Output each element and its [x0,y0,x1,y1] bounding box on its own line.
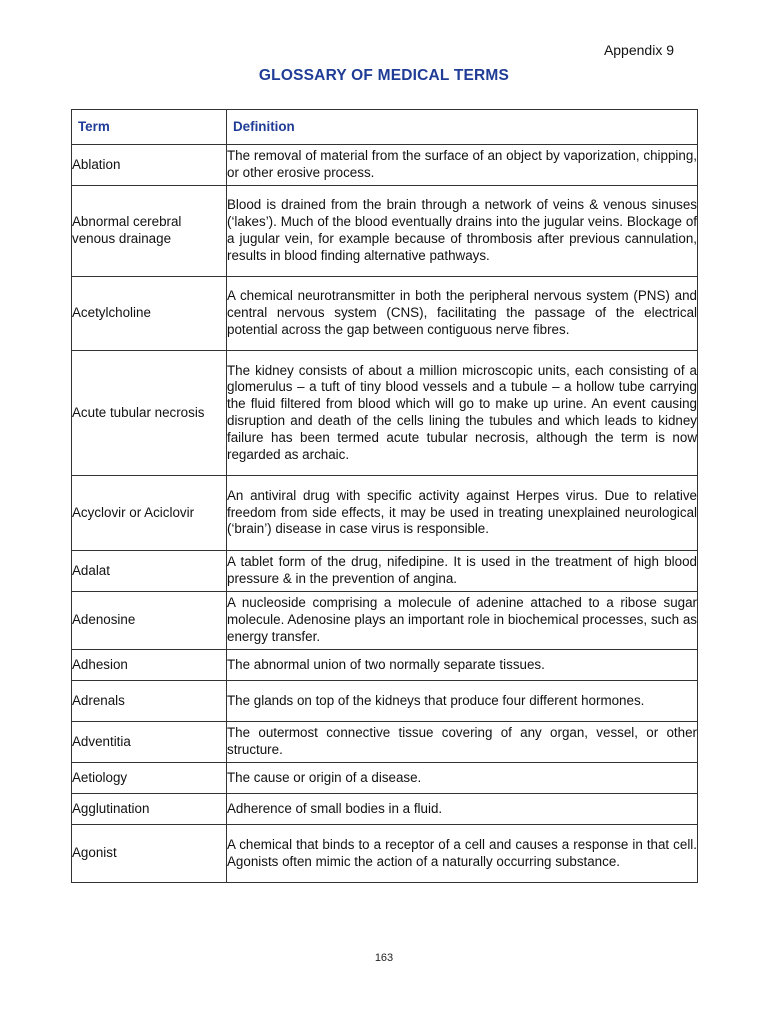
term-cell: Adrenals [72,681,227,722]
page-title: GLOSSARY OF MEDICAL TERMS [258,67,510,84]
table-row [72,551,698,592]
table-row [72,794,698,825]
table-row [72,825,698,883]
table-row [72,476,698,551]
table-row [72,681,698,722]
definition-cell: The kidney consists of about a million microscopic units, each consisting of a glomerulus – a tuft of tiny blood vessels and a tubule – a hollow tube carrying the fluid filtered from blood which will go to make up urine. An event causing disruption and death of the cells lining the tubules and which leads to kidney failure has been termed acute tubular necrosis, although the term is now regarded as archaic. [227,351,698,476]
definition-cell: A chemical neurotransmitter in both the peripheral nervous system (PNS) and central nervous system (CNS), facilitating the passage of the electrical potential across the gap between contiguous nerve fibres. [227,277,698,351]
definition-cell: The removal of material from the surface of an object by vaporization, chipping, or other erosive process. [227,145,698,186]
term-cell: Ablation [72,145,227,186]
definition-cell: The glands on top of the kidneys that produce four different hormones. [227,681,698,722]
definition-cell: The cause or origin of a disease. [227,763,698,794]
column-header-term: Term [72,110,227,145]
term-cell: Acute tubular necrosis [72,351,227,476]
definition-cell: The outermost connective tissue covering of any organ, vessel, or other structure. [227,722,698,763]
appendix-label: Appendix 9 [603,42,674,58]
term-cell: Adventitia [72,722,227,763]
definition-cell: Adherence of small bodies in a fluid. [227,794,698,825]
table-row [72,145,698,186]
term-cell: Adalat [72,551,227,592]
table-header-row [72,110,698,145]
term-cell: Agglutination [72,794,227,825]
term-cell: Acetylcholine [72,277,227,351]
term-cell: Adenosine [72,592,227,650]
table-row [72,763,698,794]
table-row [72,722,698,763]
table-row [72,592,698,650]
page-number: 163 [374,952,394,964]
table-row [72,650,698,681]
definition-cell: A nucleoside comprising a molecule of adenine attached to a ribose sugar molecule. Adenosine plays an important role in biochemical processes, such as energy transfer. [227,592,698,650]
term-cell: Abnormal cerebral venous drainage [72,186,227,277]
term-cell: Acyclovir or Aciclovir [72,476,227,551]
definition-cell: A chemical that binds to a receptor of a cell and causes a response in that cell. Agonists often mimic the action of a naturally occurring substance. [227,825,698,883]
definition-cell: A tablet form of the drug, nifedipine. It is used in the treatment of high blood pressure & in the prevention of angina. [227,551,698,592]
table-row [72,186,698,277]
table-row [72,277,698,351]
table-row [72,351,698,476]
definition-cell: Blood is drained from the brain through a network of veins & venous sinuses (‘lakes’). Much of the blood eventually drains into the jugular veins. Blockage of a jugular vein, for example because of thrombosis after previous cannulation, results in blood finding alternative pathways. [227,186,698,277]
definition-cell: An antiviral drug with specific activity against Herpes virus. Due to relative freedom from side effects, it may be used in treating unexplained neurological (‘brain’) disease in case virus is responsible. [227,476,698,551]
term-cell: Adhesion [72,650,227,681]
column-header-definition: Definition [227,110,698,145]
term-cell: Aetiology [72,763,227,794]
glossary-table [71,109,698,883]
term-cell: Agonist [72,825,227,883]
definition-cell: The abnormal union of two normally separate tissues. [227,650,698,681]
